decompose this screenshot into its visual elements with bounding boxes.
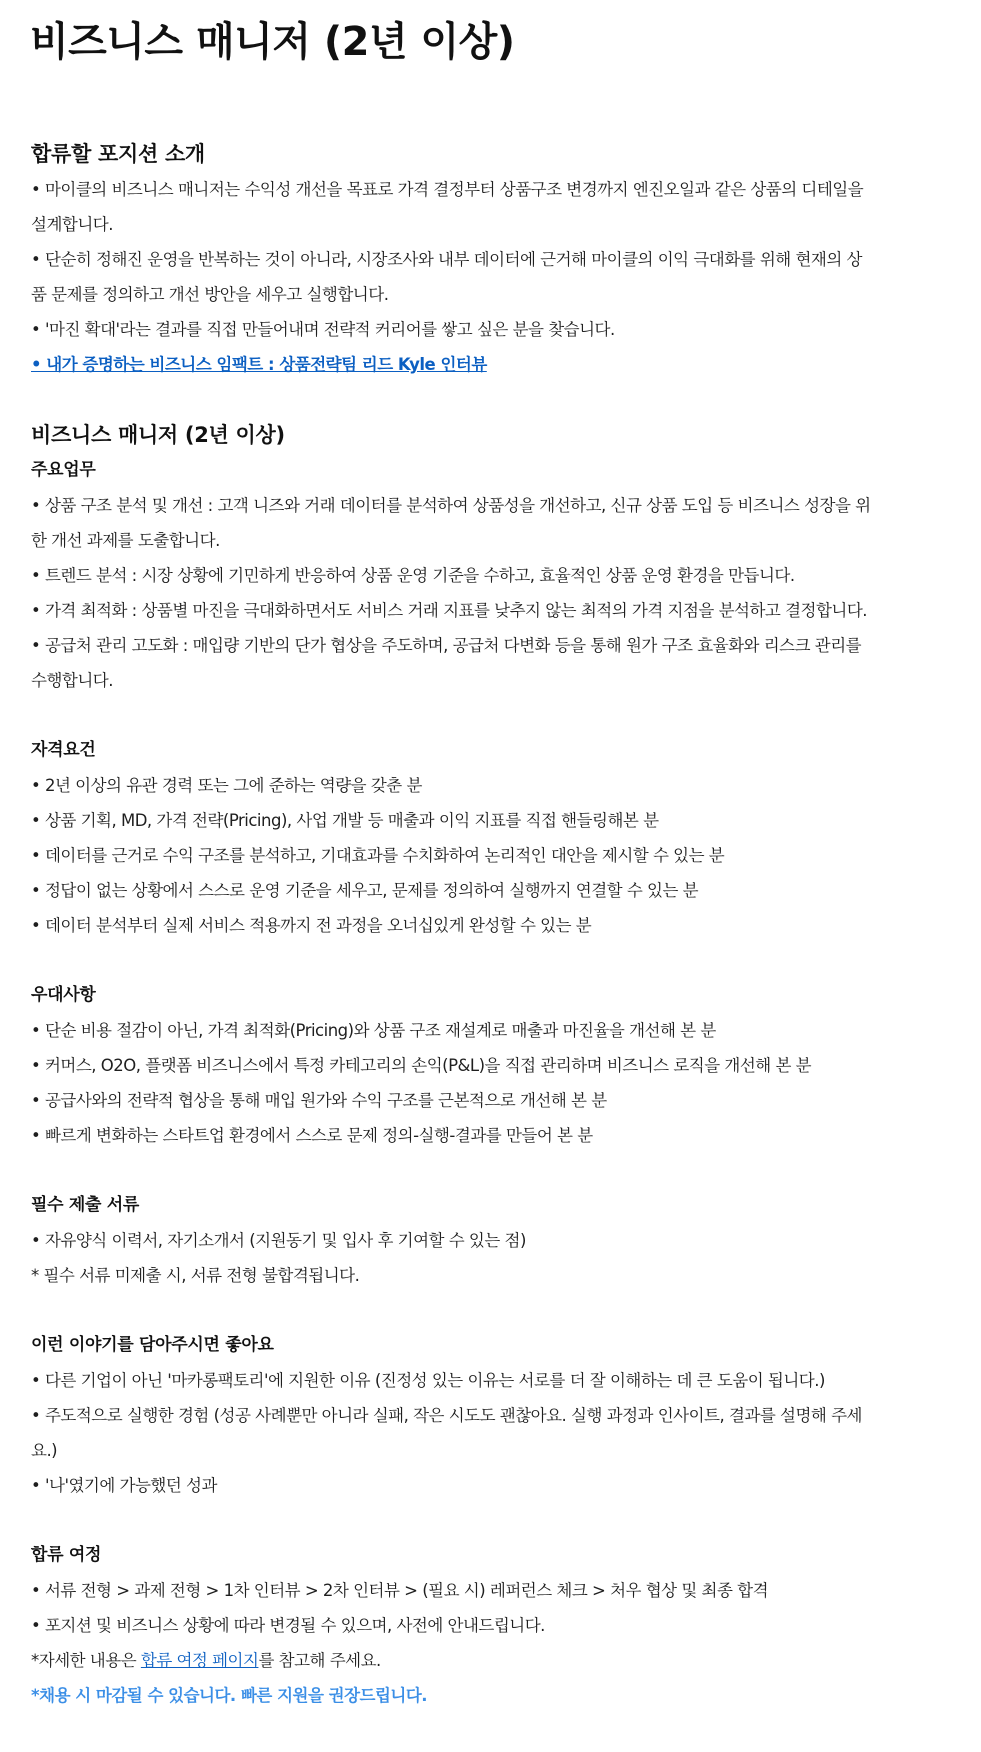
duty-line: 한 개선 과제를 도출합니다. xyxy=(31,531,220,550)
interview-link[interactable]: • 내가 증명하는 비즈니스 임팩트 : 상품전략팀 리드 Kyle 인터뷰 xyxy=(31,355,487,374)
journey-detail-suffix: 를 참고해 주세요. xyxy=(258,1651,381,1670)
qualification-line: • 데이터 분석부터 실제 서비스 적용까지 전 과정을 오너십있게 완성할 수 있는 분 xyxy=(31,916,592,935)
intro-line: 설계합니다. xyxy=(31,215,113,234)
duty-line: • 가격 최적화 : 상품별 마진을 극대화하면서도 서비스 거래 지표를 낮추지 않는 최적의 가격 지점을 분석하고 결정합니다. xyxy=(31,601,868,620)
page-title: 비즈니스 매니저 (2년 이상) xyxy=(30,19,515,65)
intro-heading: 합류할 포지션 소개 xyxy=(31,142,205,166)
qualification-line: • 데이터를 근거로 수익 구조를 분석하고, 기대효과를 수치화하여 논리적인 대안을 제시할 수 있는 분 xyxy=(31,846,725,865)
intro-section xyxy=(31,136,951,382)
preferred-line: • 공급사와의 전략적 협상을 통해 매입 원가와 수익 구조를 근본적으로 개선해 본 분 xyxy=(31,1091,607,1110)
intro-line: • 단순히 정해진 운영을 반복하는 것이 아니라, 시장조사와 내부 데이터에 근거해 마이클의 이익 극대화를 위해 현재의 상 xyxy=(31,250,862,269)
preferred-line: • 단순 비용 절감이 아닌, 가격 최적화(Pricing)와 상품 구조 재설계로 매출과 마진율을 개선해 본 분 xyxy=(31,1021,716,1040)
qualification-line: • 정답이 없는 상황에서 스스로 운영 기준을 세우고, 문제를 정의하여 실행까지 연결할 수 있는 분 xyxy=(31,881,699,900)
duty-line: 수행합니다. xyxy=(31,671,113,690)
stories-heading: 이런 이야기를 담아주시면 좋아요 xyxy=(31,1335,274,1355)
intro-line: 품 문제를 정의하고 개선 방안을 세우고 실행합니다. xyxy=(31,285,389,304)
duty-line: • 공급처 관리 고도화 : 매입량 기반의 단가 협상을 주도하며, 공급처 다변화 등을 통해 원가 구조 효율화와 리스크 관리를 xyxy=(31,636,862,655)
intro-line: • 마이클의 비즈니스 매니저는 수익성 개선을 목표로 가격 결정부터 상품구조 변경까지 엔진오일과 같은 상품의 디테일을 xyxy=(31,180,864,199)
qualifications-heading: 자격요건 xyxy=(31,740,96,760)
stories-line: • 다른 기업이 아닌 '마카롱팩토리'에 지원한 이유 (진정성 있는 이유는 서로를 더 잘 이해하는 데 큰 도움이 됩니다.) xyxy=(31,1371,825,1390)
stories-line: • '나'였기에 가능했던 성과 xyxy=(31,1476,217,1495)
qualification-line: • 상품 기획, MD, 가격 전략(Pricing), 사업 개발 등 매출과 이익 지표를 직접 핸들링해본 분 xyxy=(31,811,659,830)
stories-line: • 주도적으로 실행한 경험 (성공 사례뿐만 아니라 실패, 작은 시도도 괜찮아요. 실행 과정과 인사이트, 결과를 설명해 주세 xyxy=(31,1406,862,1425)
duties-heading: 주요업무 xyxy=(31,460,96,480)
journey-heading: 합류 여정 xyxy=(31,1545,102,1565)
preferred-line: • 빠르게 변화하는 스타트업 환경에서 스스로 문제 정의-실행-결과를 만들어 본 분 xyxy=(31,1126,593,1145)
documents-line: * 필수 서류 미제출 시, 서류 전형 불합격됩니다. xyxy=(31,1266,360,1285)
journey-page-link[interactable]: 합류 여정 페이지 xyxy=(140,1651,259,1670)
duty-line: • 상품 구조 분석 및 개선 : 고객 니즈와 거래 데이터를 분석하여 상품성을 개선하고, 신규 상품 도입 등 비즈니스 성장을 위 xyxy=(31,496,871,515)
role-heading: 비즈니스 매니저 (2년 이상) xyxy=(31,423,285,447)
qualification-line: • 2년 이상의 유관 경력 또는 그에 준하는 역량을 갖춘 분 xyxy=(31,776,422,795)
documents-line: • 자유양식 이력서, 자기소개서 (지원동기 및 입사 후 기여할 수 있는 점) xyxy=(31,1231,526,1250)
preferred-heading: 우대사항 xyxy=(31,985,96,1005)
journey-line: • 서류 전형 > 과제 전형 > 1차 인터뷰 > 2차 인터뷰 > (필요 시) 레퍼런스 체크 > 처우 협상 및 최종 합격 xyxy=(31,1581,769,1600)
duty-line: • 트렌드 분석 : 시장 상황에 기민하게 반응하여 상품 운영 기준을 수하고, 효율적인 상품 운영 환경을 만듭니다. xyxy=(31,566,795,585)
preferred-line: • 커머스, O2O, 플랫폼 비즈니스에서 특정 카테고리의 손익(P&L)을 직접 관리하며 비즈니스 로직을 개선해 본 분 xyxy=(31,1056,812,1075)
journey-detail xyxy=(31,1643,951,1678)
deadline-notice: *채용 시 마감될 수 있습니다. 빠른 지원을 권장드립니다. xyxy=(31,1686,428,1705)
role-section xyxy=(31,417,951,1713)
journey-detail-prefix: *자세한 내용은 xyxy=(31,1651,141,1670)
posting-content xyxy=(31,136,951,1713)
journey-line: • 포지션 및 비즈니스 상황에 따라 변경될 수 있으며, 사전에 안내드립니다. xyxy=(31,1616,545,1635)
documents-heading: 필수 제출 서류 xyxy=(31,1195,139,1215)
stories-line: 요.) xyxy=(31,1441,58,1460)
intro-line: • '마진 확대'라는 결과를 직접 만들어내며 전략적 커리어를 쌓고 싶은 분을 찾습니다. xyxy=(31,320,615,339)
